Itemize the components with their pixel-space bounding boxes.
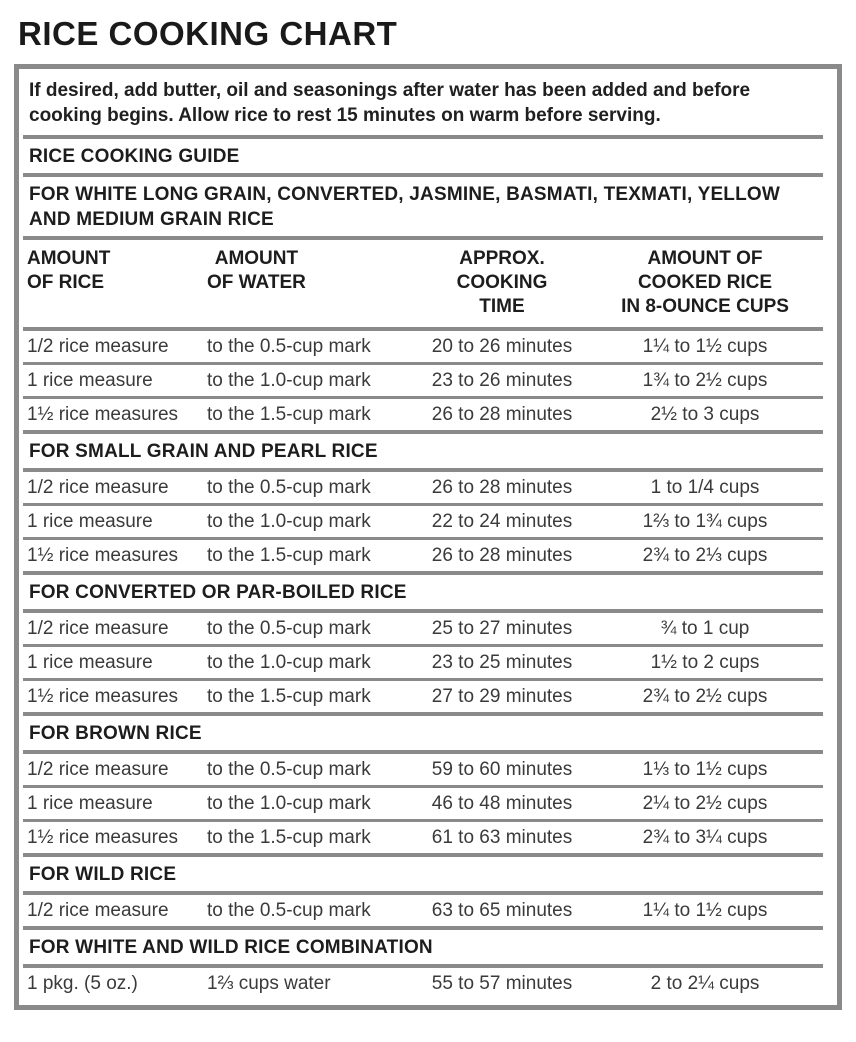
table-row (27, 331, 823, 362)
column-header-line: APPROX. (459, 248, 545, 269)
table-row (27, 822, 823, 853)
cooking-time-cell: 20 to 26 minutes (431, 335, 573, 357)
column-header-line: COOKED RICE (637, 272, 773, 293)
cooking-time-cell: 55 to 57 minutes (431, 972, 573, 994)
table-row (27, 540, 823, 571)
cooked-rice-cell: 1¼ to 1½ cups (642, 899, 768, 921)
cooking-time-cell: 26 to 28 minutes (431, 403, 573, 425)
column-header-line: IN 8-OUNCE CUPS (621, 296, 789, 317)
cooking-time-cell: 26 to 28 minutes (431, 476, 573, 498)
cooking-time-cell: 22 to 24 minutes (431, 510, 573, 532)
section-heading: FOR CONVERTED OR PAR-BOILED RICE (29, 582, 407, 603)
cooked-rice-cell: ¾ to 1 cup (660, 617, 750, 639)
column-header-line: COOKING (456, 272, 548, 293)
intro-note: If desired, add butter, oil and seasonings after water has been added and before cooking begins. Allow rice to rest 15 minutes on warm before serving. (29, 80, 751, 126)
rice-amount-cell: 1/2 rice measure (27, 617, 169, 639)
water-amount-cell: to the 1.0-cup mark (207, 651, 371, 673)
column-header (587, 247, 823, 319)
table-row (27, 472, 823, 503)
rice-amount-cell: 1/2 rice measure (27, 758, 169, 780)
rice-amount-cell: 1½ rice measures (27, 403, 179, 425)
water-amount-cell: to the 1.0-cup mark (207, 369, 371, 391)
cooked-rice-cell: 2½ to 3 cups (650, 403, 760, 425)
table-row (27, 365, 823, 396)
table-row (27, 647, 823, 678)
rice-amount-cell: 1/2 rice measure (27, 335, 169, 357)
cooked-rice-cell: 2¾ to 2⅓ cups (642, 544, 768, 566)
water-amount-cell: to the 1.5-cup mark (207, 544, 371, 566)
water-amount-cell: to the 1.5-cup mark (207, 403, 371, 425)
rice-amount-cell: 1 rice measure (27, 651, 153, 673)
column-headers-row (27, 240, 823, 327)
sections-container (27, 177, 823, 999)
table-row (27, 399, 823, 430)
column-header-line: AMOUNT OF (647, 248, 763, 269)
rice-amount-cell: 1½ rice measures (27, 685, 179, 707)
cooking-time-cell: 27 to 29 minutes (431, 685, 573, 707)
water-amount-cell: to the 0.5-cup mark (207, 899, 371, 921)
cooked-rice-cell: 1¼ to 1½ cups (642, 335, 768, 357)
column-header-line: TIME (479, 296, 525, 317)
cooked-rice-cell: 2 to 2¼ cups (650, 972, 760, 994)
column-header-line: AMOUNT (27, 248, 111, 269)
section-heading: FOR WHITE LONG GRAIN, CONVERTED, JASMINE, BASMATI, TEXMATI, YELLOW AND MEDIUM GRAIN RICE (29, 184, 781, 230)
cooked-rice-cell: 2¼ to 2½ cups (642, 792, 768, 814)
rice-amount-cell: 1/2 rice measure (27, 476, 169, 498)
section-heading: FOR WILD RICE (29, 864, 177, 885)
table-row (27, 968, 823, 999)
column-header (207, 247, 417, 319)
table-row (27, 754, 823, 785)
rice-amount-cell: 1½ rice measures (27, 544, 179, 566)
cooked-rice-cell: 1¾ to 2½ cups (642, 369, 768, 391)
rice-amount-cell: 1 rice measure (27, 792, 153, 814)
table-row (27, 895, 823, 926)
cooked-rice-cell: 1⅔ to 1¾ cups (642, 510, 768, 532)
cooked-rice-cell: 1⅓ to 1½ cups (642, 758, 768, 780)
table-row (27, 613, 823, 644)
column-header (27, 247, 207, 319)
cooking-time-cell: 63 to 65 minutes (431, 899, 573, 921)
cooked-rice-cell: 2¾ to 3¼ cups (642, 826, 768, 848)
section-heading: FOR BROWN RICE (29, 723, 202, 744)
water-amount-cell: to the 0.5-cup mark (207, 335, 371, 357)
rice-amount-cell: 1 rice measure (27, 369, 153, 391)
cooking-time-cell: 23 to 25 minutes (431, 651, 573, 673)
rice-amount-cell: 1 pkg. (5 oz.) (27, 972, 138, 994)
section-heading: FOR SMALL GRAIN AND PEARL RICE (29, 441, 378, 462)
cooking-time-cell: 26 to 28 minutes (431, 544, 573, 566)
table-row (27, 506, 823, 537)
water-amount-cell: to the 0.5-cup mark (207, 758, 371, 780)
cooking-time-cell: 23 to 26 minutes (431, 369, 573, 391)
column-header (417, 247, 587, 319)
table-row (27, 681, 823, 712)
cooking-time-cell: 61 to 63 minutes (431, 826, 573, 848)
column-header-line: OF WATER (207, 272, 306, 293)
water-amount-cell: to the 0.5-cup mark (207, 476, 371, 498)
water-amount-cell: to the 1.5-cup mark (207, 685, 371, 707)
water-amount-cell: 1⅔ cups water (207, 972, 331, 994)
rice-amount-cell: 1½ rice measures (27, 826, 179, 848)
rice-amount-cell: 1 rice measure (27, 510, 153, 532)
section-heading: FOR WHITE AND WILD RICE COMBINATION (29, 937, 433, 958)
column-header-line: OF RICE (27, 272, 105, 293)
cooked-rice-cell: 2¾ to 2½ cups (642, 685, 768, 707)
cooked-rice-cell: 1½ to 2 cups (650, 651, 760, 673)
rice-amount-cell: 1/2 rice measure (27, 899, 169, 921)
page-title: RICE COOKING CHART (18, 15, 398, 52)
guide-heading: RICE COOKING GUIDE (29, 146, 240, 167)
cooking-time-cell: 46 to 48 minutes (431, 792, 573, 814)
column-header-line: AMOUNT (214, 248, 299, 269)
water-amount-cell: to the 0.5-cup mark (207, 617, 371, 639)
chart-frame (14, 64, 842, 1010)
water-amount-cell: to the 1.0-cup mark (207, 510, 371, 532)
cooking-time-cell: 59 to 60 minutes (431, 758, 573, 780)
cooking-time-cell: 25 to 27 minutes (431, 617, 573, 639)
water-amount-cell: to the 1.5-cup mark (207, 826, 371, 848)
cooked-rice-cell: 1 to 1/4 cups (650, 476, 760, 498)
table-row (27, 788, 823, 819)
water-amount-cell: to the 1.0-cup mark (207, 792, 371, 814)
